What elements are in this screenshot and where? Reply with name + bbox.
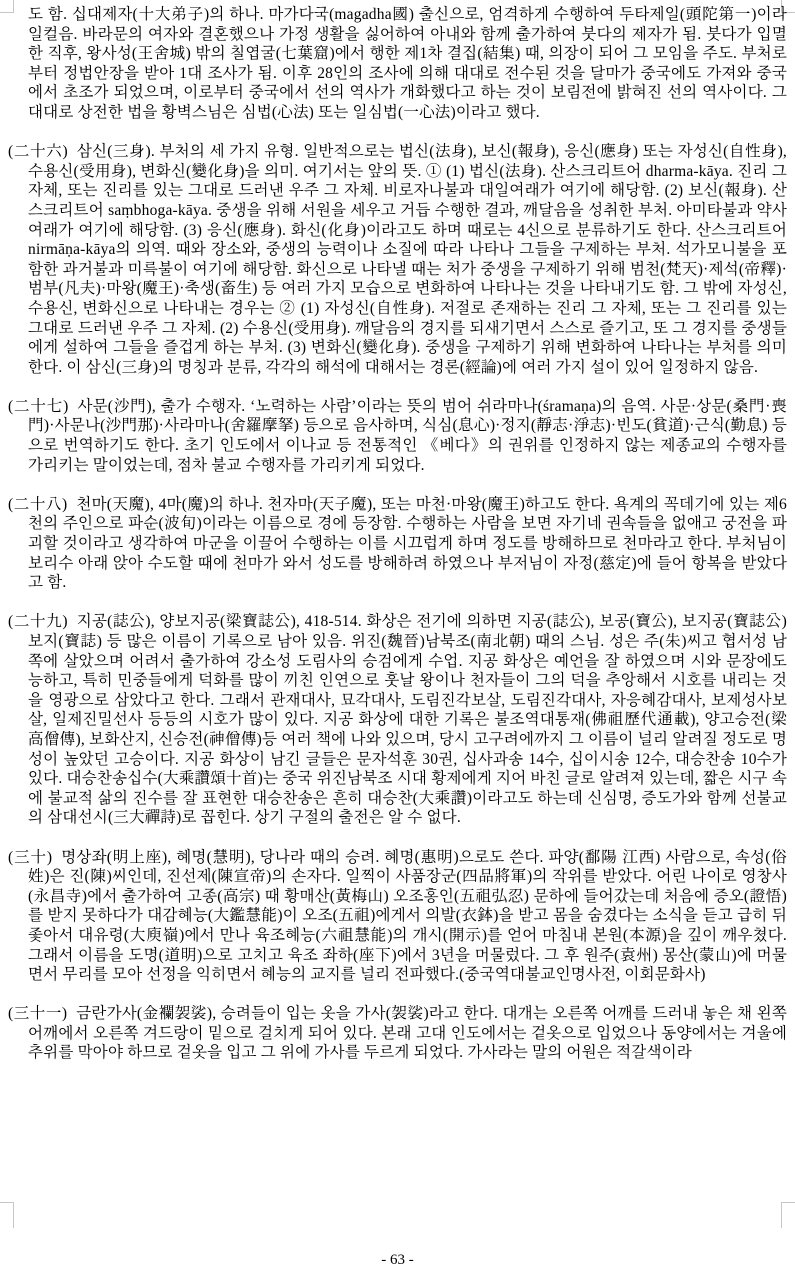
paragraph-29 <box>8 612 787 828</box>
paragraph-text: 금란가사(金襴袈裟), 승려들이 입는 옷을 가사(袈裟)라고 한다. 대개는 오른쪽 어깨를 드러내 놓은 채 왼쪽 어깨에서 오른쪽 겨드랑이 밑으로 걸치게 되어 있다. 본래 고대 인도에서는 겉옷으로 입었으나 동양에서는 겨울에 추위를 막아야 하므로 겉옷을 입고 그 위에 가사를 두르게 되었다. 가사라는 말의 어원은 적갈색이라 <box>28 1005 787 1062</box>
paragraph-label: (二十七) <box>8 397 69 415</box>
paragraph-28 <box>8 495 787 593</box>
paragraph-label: (二十九) <box>8 613 68 631</box>
document-text-body <box>8 5 787 1083</box>
paragraph-text: 명상좌(明上座), 혜명(慧明), 당나라 때의 승려. 혜명(惠明)으로도 쓴다. 파양(鄱陽 江西) 사람으로, 속성(俗姓)은 진(陳)씨인데, 진선제(陳宣帝)의 손자다. 일찍이 사품장군(四品將軍)의 작위를 받았다. 어린 나이로 영창사(永昌寺)에서 출가하여 고종(高宗) 때 황매산(黃梅山) 오조홍인(五祖弘忍) 문하에 들어갔는데 처음에 증오(證悟)를 받지 못하다가 대감혜능(大鑑慧能)이 오조(五祖)에게서 의발(衣鉢)을 받고 몸을 숨겼다는 소식을 듣고 급히 뒤좇아서 대유령(大庾嶺)에서 만나 육조혜능(六祖慧能)의 개시(開示)를 얻어 마침내 본원(本源)을 깊이 깨우쳤다. 그래서 이름을 도명(道明)으로 고치고 육조 좌하(座下)에서 3년을 머물렀다. 그 후 원주(袁州) 몽산(蒙山)에 머물면서 무리를 모아 선정을 익히면서 혜능의 교지를 널리 전파했다.(중국역대불교인명사전, 이회문화사) <box>28 848 787 984</box>
paragraph-27 <box>8 397 787 475</box>
paragraph-26 <box>8 142 787 377</box>
paragraph-label: (二十八) <box>8 495 68 513</box>
paragraph-label: (三十一) <box>8 1005 68 1023</box>
paragraph-text: 사문(沙門), 출가 수행자. ‘노력하는 사람’이라는 뜻의 범어 쉬라마나(śramaṇa)의 음역. 사문·상문(桑門·喪門)·사문나(沙門那)·사라마나(舍羅摩拏) 등으로 음사하며, 식심(息心)·정지(靜志·淨志)·빈도(貧道)·근식(勤息) 등으로 번역하기도 한다. 초기 인도에서 이나교 등 전통적인 《베다》의 권위를 인정하지 않는 제종교의 수행자를 가리키는 말이었는데, 점차 불교 수행자를 가리키게 되었다. <box>28 397 787 474</box>
corner-mark-bottom-right <box>781 1202 795 1228</box>
corner-mark-bottom-left <box>0 1202 14 1228</box>
paragraph-text: 천마(天魔), 4마(魔)의 하나. 천자마(天子魔), 또는 마천·마왕(魔王)하고도 한다. 욕계의 꼭데기에 있는 제6천의 주인으로 파순(波旬)이라는 이름으로 경에 등장함. 수행하는 사람을 보면 자기네 권속들을 없애고 궁전을 파괴할 것이라고 생각하여 마군을 이끌어 수행하는 이를 시끄럽게 하며 정도를 방해하므로 천마라고 한다. 부처님이 보리수 아래 앉아 수도할 때에 천마가 와서 성도를 방해하려 하였으나 부저님이 자정(慈定)에 들어 항복을 받았다고 함. <box>28 495 787 592</box>
paragraph-label: (二十六) <box>8 143 68 161</box>
paragraph-30 <box>8 848 787 985</box>
page-number: - 63 - <box>381 1252 414 1268</box>
paragraph-text: 지공(誌公), 양보지공(梁寶誌公), 418-514. 화상은 전기에 의하면 지공(誌公), 보공(寶公), 보지공(寶誌公) 보지(寶誌) 등 많은 이름이 기록으로 남아 있음. 위진(魏晉)남북조(南北朝) 때의 스님. 성은 주(朱)씨고 협서성 남쪽에 살았으며 어려서 출가하여 강소성 도림사의 승검에게 수업. 지공 화상은 예언을 잘 하였으며 시와 문장에도 능하고, 특히 민중들에게 덕화를 많이 끼친 인연으로 훗날 왕이나 천자들이 그의 덕을 추앙해서 시호를 내리는 것을 영광으로 삼았다고 한다. 그래서 관재대사, 묘각대사, 도림진각보살, 도림진각대사, 자응혜감대사, 보제성사보살, 일제진밀선사 등등의 시호가 많이 있다. 지공 화상에 대한 기록은 불조역대통재(佛祖歷代通載), 양고승전(梁高僧傳), 보화산지, 신승전(神僧傳)등 여러 책에 나와 있으며, 당시 고구려에까지 그 이름이 널리 알려질 정도로 명성이 높았던 고승이다. 지공 화상이 남긴 글들은 문자석훈 30권, 십사과송 14수, 십이시송 12수, 대승찬송 10수가 있다. 대승찬송십수(大乘讚頌十首)는 중국 위진남북조 시대 황제에게 지어 바친 글로 알려져 있는데, 짧은 시구 속에 불교적 삶의 진수를 잘 표현한 대승찬송은 흔히 대승찬(大乘讚)이라고도 하는데 신심명, 증도가와 함께 선불교의 삼대선시(三大禪詩)로 꼽힌다. 상기 구절의 출전은 알 수 없다. <box>28 613 788 827</box>
paragraph-text: 도 함. 십대제자(十大弟子)의 하나. 마가다국(magadha國) 출신으로, 엄격하게 수행하여 두타제일(頭陀第一)이라 일컬음. 바라문의 여자와 결혼했으나 가정 생활을 싫어하여 아내와 함께 출가하여 붓다의 제자가 됨. 붓다가 입멸한 직후, 왕사성(王舍城) 밖의 칠엽굴(七葉窟)에서 행한 제1차 결집(結集) 때, 의장이 되어 그 모임을 주도. 부처로부터 정법안장을 받아 1대 조사가 됨. 이후 28인의 조사에 의해 대대로 전수된 것을 달마가 중국에도 가져와 중국에서 초조가 되었으며, 이로부터 중국에서 선의 역사가 개화했다고 하는 것이 보림전에 밝혀진 선의 역사이다. 그 대대로 상전한 법을 황벽스님은 심법(心法) 또는 일심법(一心法)이라고 했다. <box>28 6 787 121</box>
paragraph-31 <box>8 1004 787 1063</box>
paragraph-text: 삼신(三身). 부처의 세 가지 유형. 일반적으로는 법신(法身), 보신(報身), 응신(應身) 또는 자성신(自性身), 수용신(受用身), 변화신(變化身)을 의미. 여기서는 앞의 뜻. ① (1) 법신(法身). 산스크리트어 dharma-kāya. 진리 그 자체, 또는 진리를 있는 그대로 드러낸 우주 그 자체. 비로자나불과 대일여래가 여기에 해당함. (2) 보신(報身). 산스크리트어 saṃbhoga-kāya. 중생을 위해 서원을 세우고 거듭 수행한 결과, 깨달음을 성취한 부처. 아미타불과 약사여래가 여기에 해당함. (3) 응신(應身). 화신(化身)이라고도 하며 때로는 4신으로 분류하기도 한다. 산스크리트어 nirmāṇa-kāya의 의역. 때와 장소와, 중생의 능력이나 소질에 따라 나타나 그들을 구제하는 부처. 석가모니불을 포함한 과거불과 미륵불이 여기에 해당함. 화신으로 나타낼 때는 처가 중생을 구제하기 위해 범천(梵天)·제석(帝釋)·범부(凡夫)·마왕(魔王)·축생(畜生) 등 여러 가지 모습으로 변화하여 나타나는 것을 나타내기도 함. 그 밖에 자성신, 수용신, 변화신으로 나타내는 경우는 ② (1) 자성신(自性身). 저절로 존재하는 진리 그 자체, 또는 그 진리를 있는 그대로 드러낸 우주 그 자체. (2) 수용신(受用身). 깨달음의 경지를 되새기면서 스스로 즐기고, 또 그 경지를 중생들에게 설하여 그들을 즐겁게 하는 부처. (3) 변화신(變化身). 중생을 구제하기 위해 변화하여 나타나는 부처를 의미한다. 이 삼신(三身)의 명칭과 분류, 각각의 해석에 대해서는 경론(經論)에 여러 가지 설이 있어 일정하지 않음. <box>28 143 787 376</box>
paragraph-label: (三十) <box>8 848 53 866</box>
paragraph-continuation <box>8 5 787 123</box>
